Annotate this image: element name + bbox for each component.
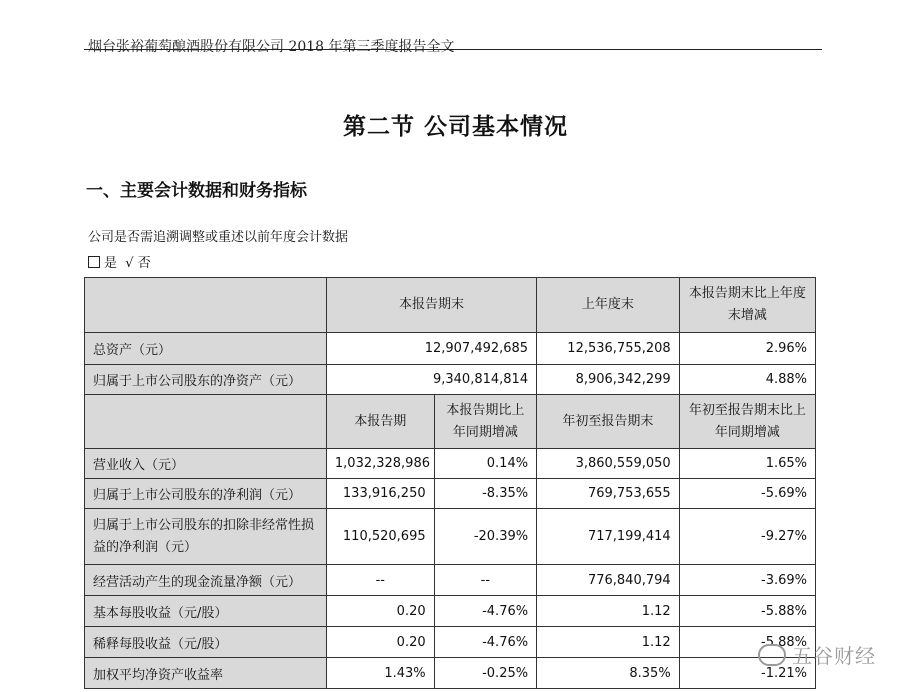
- table-cell: -1.21%: [679, 658, 815, 689]
- subsection-title: 一、主要会计数据和财务指标: [86, 181, 307, 201]
- table-cell: 12,907,492,685: [326, 333, 536, 365]
- table-cell: 1.12: [537, 596, 680, 627]
- table-cell: 3,860,559,050: [537, 449, 680, 479]
- row-label: 归属于上市公司股东的扣除非经常性损益的净利润（元）: [85, 509, 327, 565]
- table-cell: 8.35%: [537, 658, 680, 689]
- table-cell: 0.20: [326, 627, 434, 658]
- table1-header: 本报告期末比上年度末增减: [679, 278, 815, 333]
- row-label: 归属于上市公司股东的净资产（元）: [85, 365, 327, 395]
- table-row: [85, 365, 816, 395]
- document-header: 烟台张裕葡萄酿酒股份有限公司 2018 年第三季度报告全文: [88, 39, 455, 55]
- table2-header-row: [85, 395, 816, 449]
- watermark-text: 五谷财经: [792, 644, 876, 668]
- table1-header: 上年度末: [537, 278, 680, 333]
- row-label: 经营活动产生的现金流量净额（元）: [85, 565, 327, 596]
- row-label: 加权平均净资产收益率: [85, 658, 327, 689]
- table-cell: 8,906,342,299: [537, 365, 680, 395]
- table-cell: -5.69%: [679, 479, 815, 509]
- table-row: [85, 658, 816, 689]
- table-cell: 9,340,814,814: [326, 365, 536, 395]
- table-cell: 110,520,695: [326, 509, 434, 565]
- checkmark-icon: √: [125, 256, 134, 271]
- restatement-options: [88, 252, 151, 271]
- table1-header: 本报告期末: [326, 278, 536, 333]
- table-cell: 4.88%: [679, 365, 815, 395]
- table-cell: 1.65%: [679, 449, 815, 479]
- financial-table: [84, 277, 816, 689]
- option-yes-label: 是: [104, 256, 118, 271]
- table-cell: -4.76%: [434, 596, 536, 627]
- table2-header: 年初至报告期末: [537, 395, 680, 449]
- table-row: [85, 333, 816, 365]
- table-cell: 0.20: [326, 596, 434, 627]
- table-cell: -5.88%: [679, 596, 815, 627]
- table-cell: -0.25%: [434, 658, 536, 689]
- option-no-label: 否: [137, 256, 151, 271]
- wechat-icon: [758, 644, 786, 666]
- table-row: [85, 627, 816, 658]
- table-cell: 133,916,250: [326, 479, 434, 509]
- row-label: 总资产（元）: [85, 333, 327, 365]
- table-cell: 0.14%: [434, 449, 536, 479]
- table-cell: 769,753,655: [537, 479, 680, 509]
- table2-corner-cell: [85, 395, 327, 449]
- table2-header: 本报告期比上年同期增减: [434, 395, 536, 449]
- table-row: [85, 449, 816, 479]
- row-label: 稀释每股收益（元/股）: [85, 627, 327, 658]
- table-cell: 1.12: [537, 627, 680, 658]
- table-row: [85, 479, 816, 509]
- header-divider: [84, 49, 822, 50]
- table-cell: 776,840,794: [537, 565, 680, 596]
- checkbox-yes: [88, 256, 100, 268]
- section-title: 第二节 公司基本情况: [342, 114, 568, 140]
- table-cell: 1.43%: [326, 658, 434, 689]
- table1-header-row: [85, 278, 816, 333]
- table-row: [85, 596, 816, 627]
- table-cell: 717,199,414: [537, 509, 680, 565]
- row-label: 基本每股收益（元/股）: [85, 596, 327, 627]
- table-cell: -3.69%: [679, 565, 815, 596]
- table-row: [85, 509, 816, 565]
- watermark: [758, 640, 876, 669]
- table-cell: 12,536,755,208: [537, 333, 680, 365]
- table-cell: 1,032,328,986: [326, 449, 434, 479]
- table-row: [85, 565, 816, 596]
- row-label: 归属于上市公司股东的净利润（元）: [85, 479, 327, 509]
- table-cell: -4.76%: [434, 627, 536, 658]
- table-cell: -9.27%: [679, 509, 815, 565]
- restatement-question: 公司是否需追溯调整或重述以前年度会计数据: [88, 230, 349, 245]
- table-cell: -8.35%: [434, 479, 536, 509]
- row-label: 营业收入（元）: [85, 449, 327, 479]
- table2-header: 本报告期: [326, 395, 434, 449]
- table1-corner-cell: [85, 278, 327, 333]
- table2-header: 年初至报告期末比上年同期增减: [679, 395, 815, 449]
- table-cell: 2.96%: [679, 333, 815, 365]
- table-cell: --: [434, 565, 536, 596]
- table-cell: -20.39%: [434, 509, 536, 565]
- table-cell: --: [326, 565, 434, 596]
- table-cell: -5.88%: [679, 627, 815, 658]
